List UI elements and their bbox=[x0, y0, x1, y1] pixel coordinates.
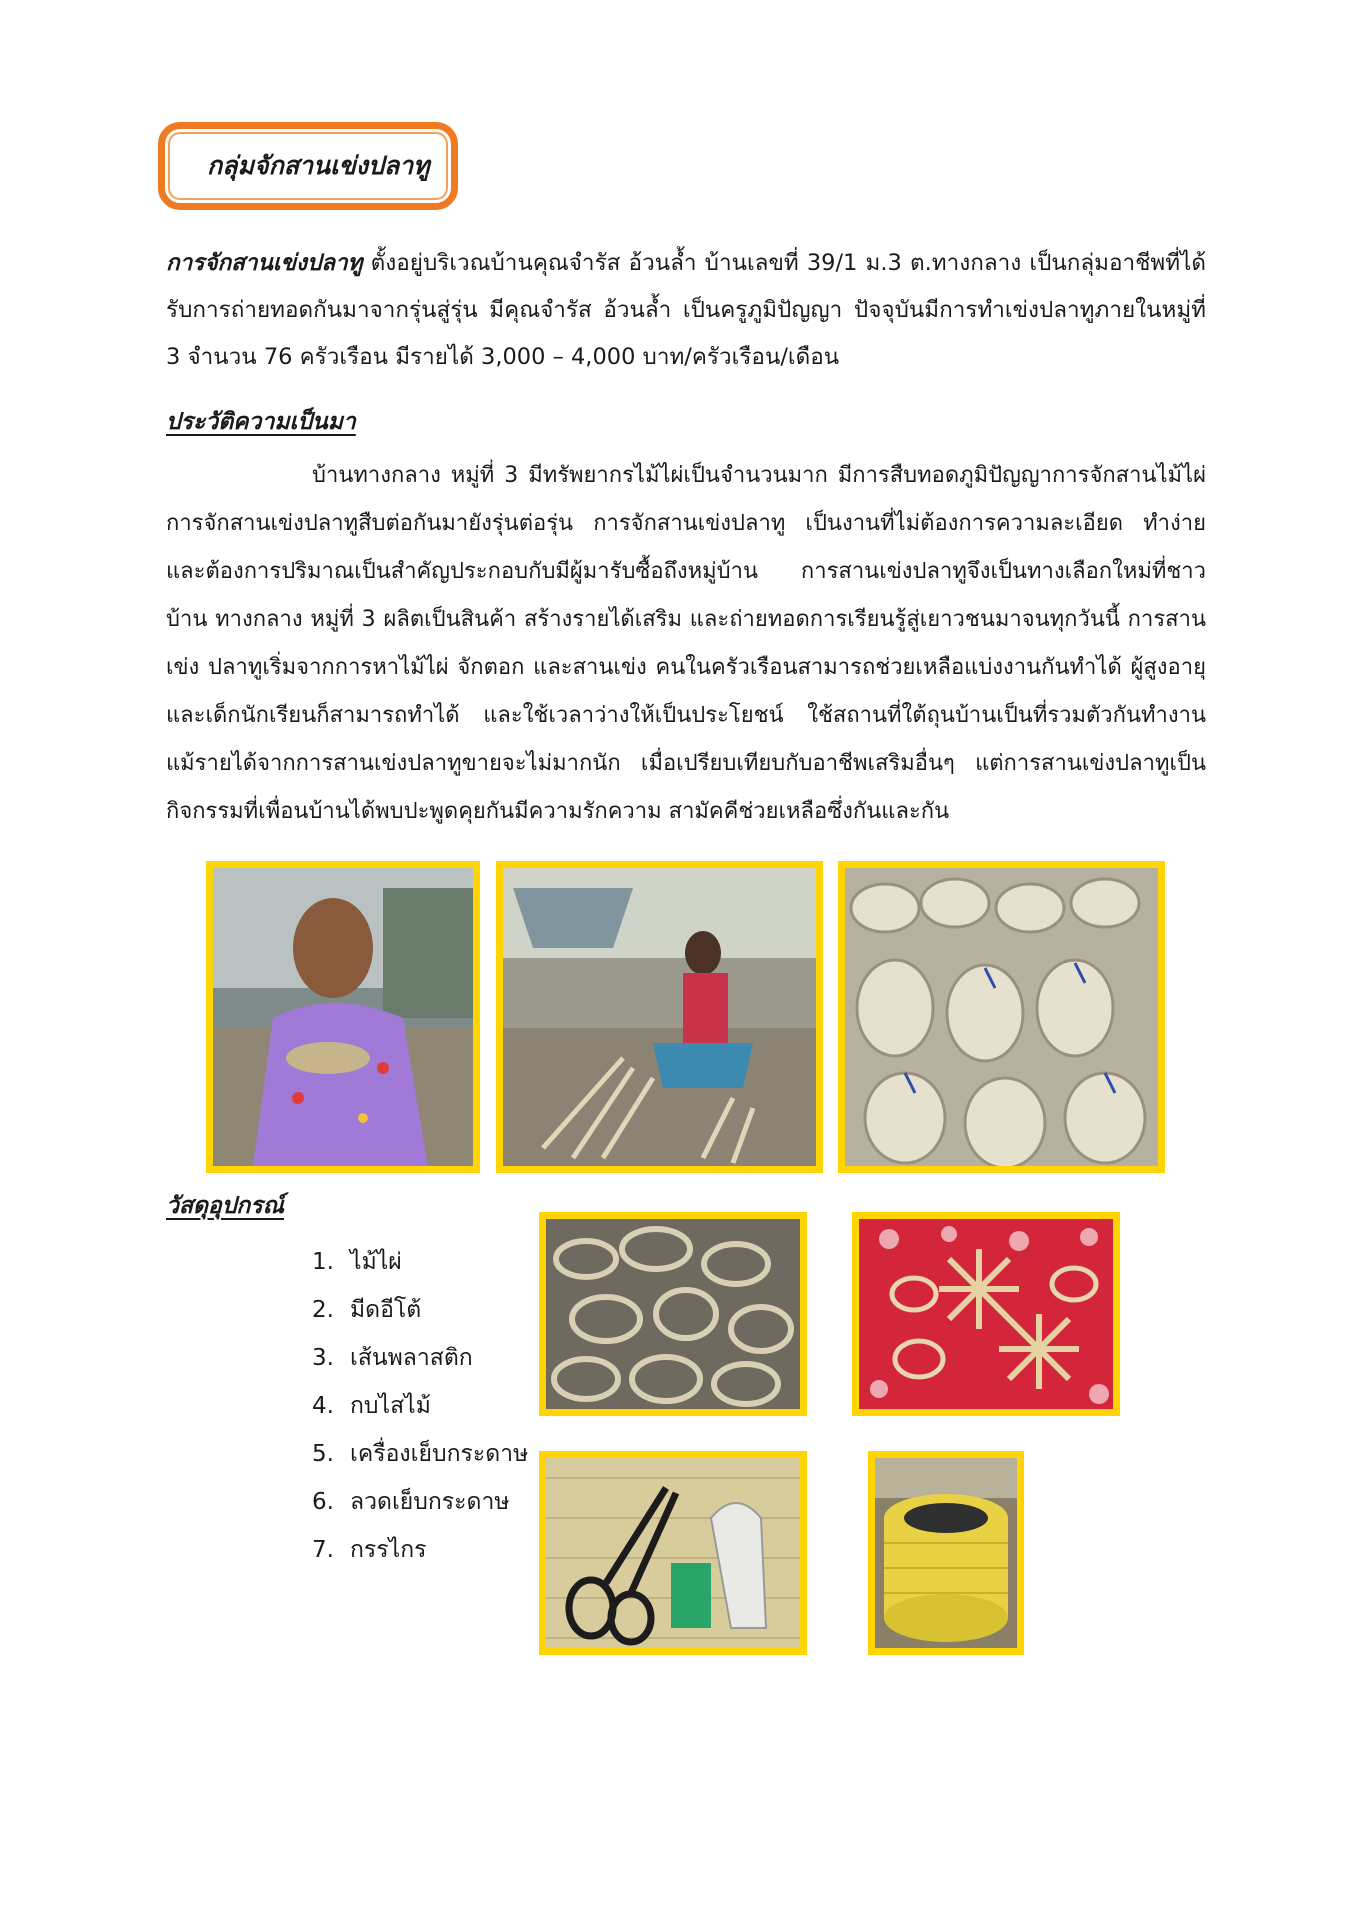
photo-basket-bases bbox=[852, 1212, 1120, 1416]
history-paragraph bbox=[166, 452, 1206, 836]
materials-heading: วัสดุอุปกรณ์ bbox=[166, 1193, 284, 1219]
item-number: 6. bbox=[312, 1489, 334, 1515]
item-number: 2. bbox=[312, 1297, 334, 1323]
title-box bbox=[158, 122, 458, 210]
list-item bbox=[312, 1430, 528, 1478]
list-item bbox=[312, 1478, 528, 1526]
item-label: เครื่องเย็บกระดาษ bbox=[350, 1441, 529, 1467]
item-label: ลวดเย็บกระดาษ bbox=[350, 1489, 510, 1515]
list-item bbox=[312, 1526, 528, 1574]
item-label: เส้นพลาสติก bbox=[350, 1345, 473, 1371]
list-item bbox=[312, 1238, 528, 1286]
materials-list bbox=[312, 1238, 528, 1574]
page-title: กลุ่มจักสานเข่งปลาทู bbox=[207, 151, 430, 180]
photo-elder-holding-basket bbox=[206, 861, 480, 1173]
item-number: 5. bbox=[312, 1441, 334, 1467]
intro-text: ตั้งอยู่บริเวณบ้านคุณจำรัส อ้วนล้ำ บ้านเลขที่ 39/1 ม.3 ต.ทางกลาง เป็นกลุ่มอาชีพที่ได้รับการถ่ายทอดกันมาจากรุ่นสู่รุ่น มีคุณจำรัส อ้วนล้ำ เป็นครูภูมิปัญญา ปัจจุบันมีการทำเข่งปลาทูภายในหมู่ที่ 3 จำนวน 76 ครัวเรือน มีรายได้ 3,000 – 4,000 บาท/ครัวเรือน/เดือน bbox=[166, 250, 1206, 370]
history-heading: ประวัติความเป็นมา bbox=[166, 409, 356, 435]
item-number: 3. bbox=[312, 1345, 334, 1371]
list-item bbox=[312, 1334, 528, 1382]
item-label: กบไสไม้ bbox=[350, 1393, 431, 1419]
photo-scissors-stapler bbox=[539, 1451, 807, 1655]
intro-paragraph bbox=[166, 240, 1206, 381]
item-label: ไม้ไผ่ bbox=[350, 1249, 402, 1275]
photo-plastic-strap-roll bbox=[868, 1451, 1024, 1655]
item-number: 1. bbox=[312, 1249, 334, 1275]
history-text: บ้านทางกลาง หมู่ที่ 3 มีทรัพยากรไม้ไผ่เป็นจำนวนมาก มีการสืบทอดภูมิปัญญาการจักสานไม้ไผ่ การจักสานเข่งปลาทูสืบต่อกันมายังรุ่นต่อรุ่น การจักสานเข่งปลาทู เป็นงานที่ไม่ต้องการความละเอียด ทำง่ายและต้องการปริมาณเป็นสำคัญประกอบกับมีผู้มารับซื้อถึงหมู่บ้าน การสานเข่งปลาทูจึงเป็นทางเลือกใหม่ที่ชาวบ้าน ทางกลาง หมู่ที่ 3 ผลิตเป็นสินค้า สร้างรายได้เสริม และถ่ายทอดการเรียนรู้สู่เยาวชนมาจนทุกวันนี้ การสานเข่ง ปลาทูเริ่มจากการหาไม้ไผ่ จักตอก และสานเข่ง คนในครัวเรือนสามารถช่วยเหลือแบ่งงานกันทำได้ ผู้สูงอายุและเด็กนักเรียนก็สามารถทำได้ และใช้เวลาว่างให้เป็นประโยชน์ ใช้สถานที่ใต้ถุนบ้านเป็นที่รวมตัวกันทำงาน แม้รายได้จากการสานเข่งปลาทูขายจะไม่มากนัก เมื่อเปรียบเทียบกับอาชีพเสริมอื่นๆ แต่การสานเข่งปลาทูเป็นกิจกรรมที่เพื่อนบ้านได้พบปะพูดคุยกันมีความรักความ สามัคคีช่วยเหลือซึ่งกันและกัน bbox=[166, 463, 1206, 824]
intro-lead: การจักสานเข่งปลาทู bbox=[166, 250, 363, 276]
item-number: 4. bbox=[312, 1393, 334, 1419]
item-label: มีดอีโต้ bbox=[350, 1297, 422, 1323]
photo-bamboo-rings bbox=[539, 1212, 807, 1416]
photo-woman-weaving bbox=[496, 861, 823, 1173]
list-item bbox=[312, 1382, 528, 1430]
photo-stacked-baskets bbox=[838, 861, 1165, 1173]
list-item bbox=[312, 1286, 528, 1334]
item-number: 7. bbox=[312, 1537, 334, 1563]
item-label: กรรไกร bbox=[350, 1537, 427, 1563]
